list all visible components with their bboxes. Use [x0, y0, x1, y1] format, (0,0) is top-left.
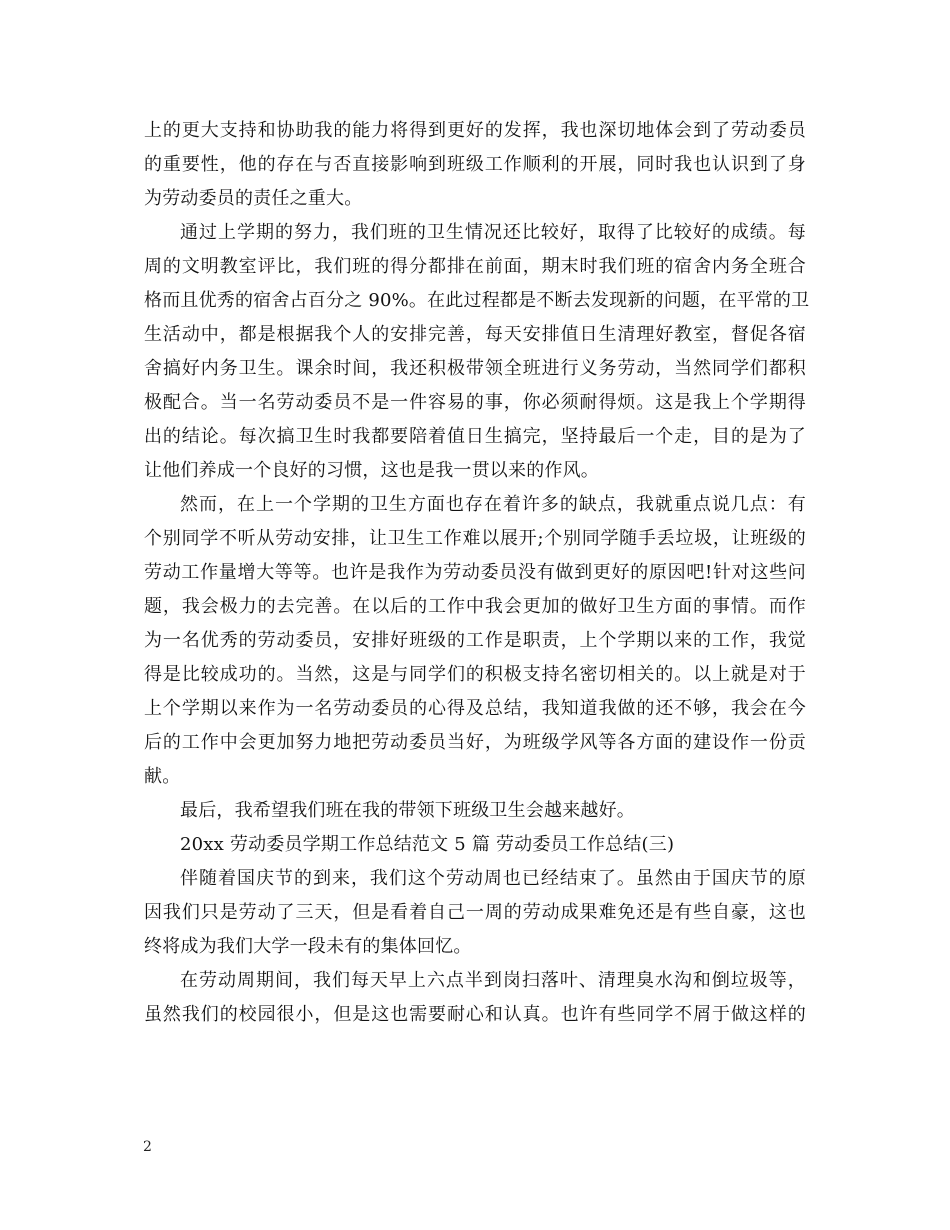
- text-line: 终将成为我们大学一段未有的集体回忆。: [144, 936, 472, 957]
- text-line: 为一名优秀的劳动委员，安排好班级的工作是职责，上个学期以来的工作，我觉: [144, 630, 806, 651]
- document-body: [144, 114, 810, 1032]
- text-line: 舍搞好内务卫生。课余时间，我还积极带领全班进行义务劳动，当然同学们都积: [144, 358, 806, 379]
- text-line: 后的工作中会更加努力地把劳动委员当好，为班级学风等各方面的建设作一份贡: [144, 732, 806, 753]
- paragraph-start-line: 伴随着国庆节的到来，我们这个劳动周也已经结束了。虽然由于国庆节的原: [180, 868, 806, 889]
- text-line: 题，我会极力的去完善。在以后的工作中我会更加的做好卫生方面的事情。而作: [144, 596, 806, 617]
- text-line: 周的文明教室评比，我们班的得分都排在前面，期末时我们班的宿舍内务全班合: [144, 256, 806, 277]
- paragraph-start-line: 最后，我希望我们班在我的带领下班级卫生会越来越好。: [180, 800, 635, 821]
- text-line: 让他们养成一个良好的习惯，这也是我一贯以来的作风。: [144, 460, 599, 481]
- paragraph-start-line: 然而，在上一个学期的卫生方面也存在着许多的缺点，我就重点说几点：有: [180, 494, 806, 515]
- text-line: 出的结论。每次搞卫生时我都要陪着值日生搞完，坚持最后一个走，目的是为了: [144, 426, 806, 447]
- text-line: 格而且优秀的宿舍占百分之 90%。在此过程都是不断去发现新的问题，在平常的卫: [144, 290, 810, 311]
- section-heading: 20xx 劳动委员学期工作总结范文 5 篇 劳动委员工作总结(三): [180, 834, 675, 855]
- text-line: 虽然我们的校园很小，但是这也需要耐心和认真。也许有些同学不屑于做这样的: [144, 1004, 806, 1025]
- paragraph-start-line: 通过上学期的努力，我们班的卫生情况还比较好，取得了比较好的成绩。每: [180, 222, 806, 243]
- text-line: 为劳动委员的责任之重大。: [144, 188, 363, 209]
- text-line: 的重要性，他的存在与否直接影响到班级工作顺利的开展，同时我也认识到了身: [144, 154, 806, 175]
- text-line: 得是比较成功的。当然，这是与同学们的积极支持名密切相关的。以上就是对于: [144, 664, 806, 685]
- paragraph-start-line: 在劳动周期间，我们每天早上六点半到岗扫落叶、清理臭水沟和倒垃圾等，: [180, 970, 806, 991]
- text-line: 劳动工作量增大等等。也许是我作为劳动委员没有做到更好的原因吧!针对这些问: [144, 562, 806, 583]
- text-line: 生活动中，都是根据我个人的安排完善，每天安排值日生清理好教室，督促各宿: [144, 324, 806, 345]
- text-line: 因我们只是劳动了三天，但是看着自己一周的劳动成果难免还是有些自豪，这也: [144, 902, 806, 923]
- text-line: 个别同学不听从劳动安排，让卫生工作难以展开;个别同学随手丢垃圾，让班级的: [144, 528, 806, 549]
- text-line: 上的更大支持和协助我的能力将得到更好的发挥，我也深切地体会到了劳动委员: [144, 120, 806, 141]
- text-line: 上个学期以来作为一名劳动委员的心得及总结，我知道我做的还不够，我会在今: [144, 698, 806, 719]
- text-line: 献。: [144, 766, 181, 787]
- text-line: 极配合。当一名劳动委员不是一件容易的事，你必须耐得烦。这是我上个学期得: [144, 392, 806, 413]
- page-number: 2: [143, 1139, 152, 1155]
